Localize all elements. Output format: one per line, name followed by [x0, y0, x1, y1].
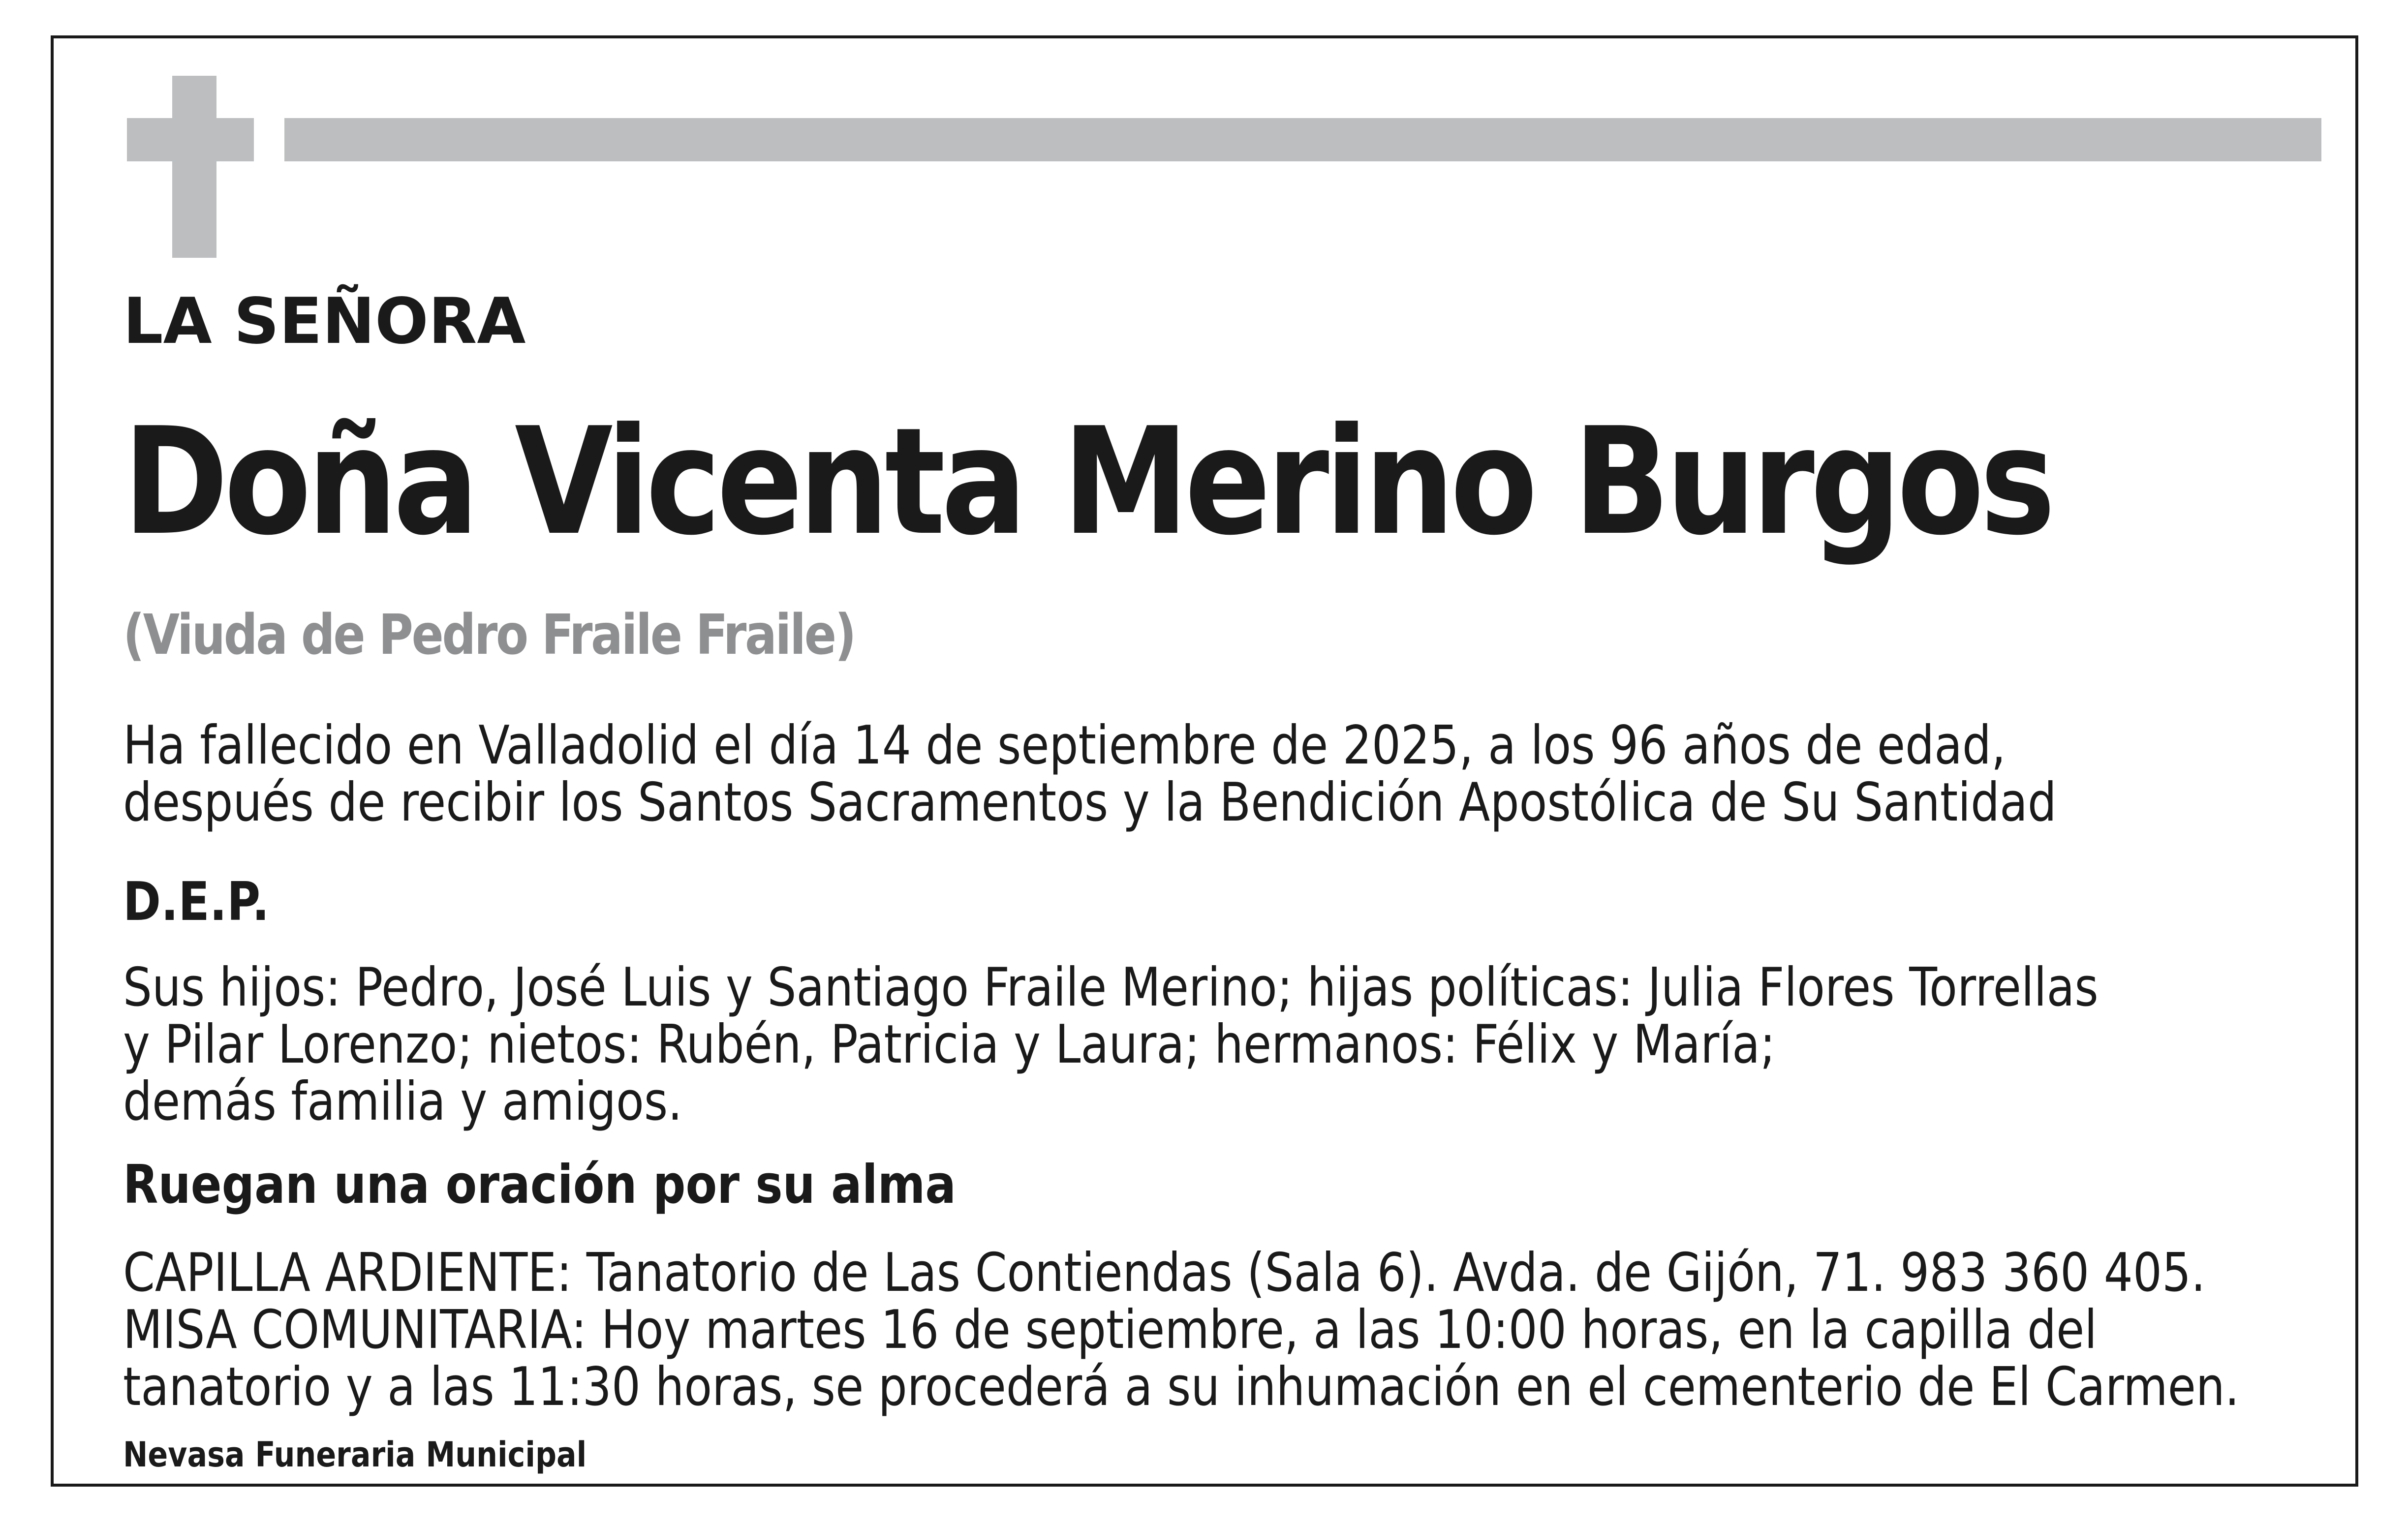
death-line: Ha fallecido en Valladolid el día 14 de septiembre de 2025, a los 96 años de edad,: [123, 715, 2006, 776]
deceased-name: Doña Vicenta Merino Burgos: [123, 396, 2052, 568]
family-line: y Pilar Lorenzo; nietos: Rubén, Patricia y Laura; hermanos: Félix y María;: [123, 1014, 1776, 1075]
cross-icon-horizontal-beam: [127, 118, 254, 161]
pretitle: LA SEÑORA: [123, 285, 526, 358]
family-line: demás familia y amigos.: [123, 1071, 682, 1132]
death-line: después de recibir los Santos Sacramentos y la Bendición Apostólica de Su Santidad: [123, 772, 2057, 833]
header-rule: [284, 118, 2321, 161]
funeral-home-credit: Nevasa Funeraria Municipal: [123, 1434, 587, 1475]
service-details: [123, 1242, 2240, 1418]
widow-of: (Viuda de Pedro Fraile Fraile): [123, 603, 855, 667]
service-line: tanatorio y a las 11:30 horas, se procederá a su inhumación en el cementerio de El Carmen.: [123, 1356, 2240, 1418]
service-line: MISA COMUNITARIA: Hoy martes 16 de septiembre, a las 10:00 horas, en la capilla del: [123, 1299, 2098, 1361]
service-line: CAPILLA ARDIENTE: Tanatorio de Las Contiendas (Sala 6). Avda. de Gijón, 71. 983 360 405.: [123, 1242, 2206, 1304]
prayer-request: Ruegan una oración por su alma: [123, 1154, 957, 1216]
death-announcement: [123, 717, 2057, 831]
dep-abbreviation: D.E.P.: [123, 871, 270, 933]
family-list: [123, 959, 2099, 1130]
cross-icon-vertical-beam: [172, 76, 216, 258]
family-line: Sus hijos: Pedro, José Luis y Santiago Fraile Merino; hijas políticas: Julia Flores Torrellas: [123, 957, 2099, 1018]
